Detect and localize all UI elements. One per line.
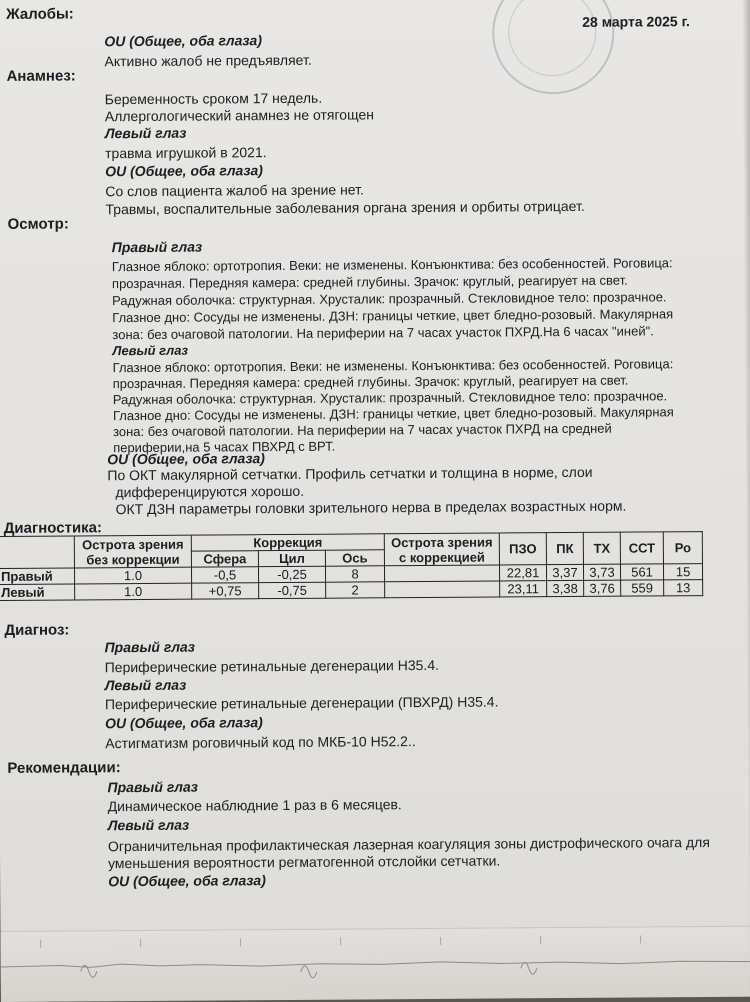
cell-va: 1.0 [74, 567, 191, 584]
exam-left-line: прозрачная. Передняя камера: средней глубины. Зрачок: круглый, реагирует на свет. [113, 373, 629, 393]
cell-pzo: 22,81 [499, 565, 546, 581]
section-title-recommendations: Рекомендации: [7, 759, 120, 777]
recommendations-right-text: Динамическое наблюдние 1 раз в 6 месяцев. [108, 796, 402, 815]
exam-left-line: периферии,на 5 часах ПВХРД с ВРТ. [113, 439, 335, 457]
section-title-diagnosis: Диагноз: [4, 621, 69, 638]
header-cyl: Цил [258, 550, 325, 566]
exam-ou-label: OU (Общее, оба глаза) [107, 450, 265, 468]
exam-right-line: прозрачная. Передняя камера: средней глубины. Зрачок: круглый, реагирует на свет. [112, 273, 628, 293]
cell-th: 3,76 [584, 580, 621, 596]
recommendations-left-line-2: уменьшения вероятности регматогенной отслойки сетчатки. [108, 852, 500, 872]
exam-ou-line: По ОКТ макулярной сетчатки. Профиль сетчатки и толщина в норме, слои [107, 464, 592, 484]
diagnosis-right-text: Периферические ретинальные дегенерации Н35.4. [105, 657, 439, 676]
recommendations-left-label: Левый глаз [108, 817, 189, 835]
section-title-diagnostics: Диагностика: [4, 519, 102, 537]
diagnosis-ou-label: OU (Общее, оба глаза) [105, 714, 263, 732]
exam-ou-line: дифференцируются хорошо. [115, 483, 304, 501]
cell-pk: 3,37 [546, 564, 583, 580]
exam-right-line: Радужная оболочка: структурная. Хрусталик: прозрачный. Стекловидное тело: прозрачное. [112, 289, 666, 309]
diagnosis-left-label: Левый глаз [105, 677, 186, 695]
complaints-ou-label: OU (Общее, оба глаза) [104, 32, 262, 50]
exam-right-line: зона: без очаговой патологии. На периферии на 7 часах участок ПХРД.На 6 часах "иней". [112, 323, 654, 343]
cell-cyl: -0,25 [258, 566, 325, 582]
exam-right-line: Глазное яблоко: ортотропия. Веки: не изменены. Конъюнктива: без особенностей. Роговица: [112, 255, 673, 275]
header-va-corr-1: Острота зрения [388, 534, 496, 550]
anamnesis-ou-line-1: Со слов пациента жалоб на зрение нет. [105, 181, 364, 200]
cell-sst: 559 [621, 580, 664, 596]
section-title-anamnesis: Анамнез: [7, 67, 76, 84]
cell-po: 13 [664, 580, 703, 596]
diagnostics-table [0, 531, 703, 601]
recommendations-right-label: Правый глаз [107, 779, 197, 797]
diagnosis-right-label: Правый глаз [104, 639, 194, 657]
cell-sphere: +0,75 [192, 583, 259, 599]
document-date: 28 марта 2025 г. [582, 13, 690, 31]
row-eye: Левый [0, 584, 75, 601]
section-title-exam: Осмотр: [8, 215, 69, 232]
page-bottom-strip [1, 926, 750, 1002]
anamnesis-line-1: Беременность сроком 17 недель. [105, 90, 323, 109]
header-va-no-corr-2: без коррекции [78, 551, 188, 567]
header-pzo: ПЗО [499, 533, 546, 565]
header-sst: ССТ [620, 532, 663, 564]
anamnesis-line-2: Аллергологический анамнез не отягощен [105, 106, 374, 125]
cell-th: 3,73 [583, 564, 620, 580]
diagnosis-ou-text: Астигматизм роговичный код по МКБ-10 Н52.2.. [105, 733, 416, 752]
exam-right-line: Глазное дно: Сосуды не изменены. ДЗН: границы четкие, цвет бледно-розовый. Макулярная [112, 306, 673, 326]
row-eye: Правый [0, 568, 75, 585]
exam-left-line: Глазное дно: Сосуды не изменены. ДЗН: границы четкие, цвет бледно-розовый. Макулярная [113, 404, 674, 424]
section-title-complaints: Жалобы: [6, 5, 74, 22]
exam-right-label: Правый глаз [112, 239, 202, 257]
recommendations-left-line-1: Ограничительная профилактическая лазерная коагуляция зоны дистрофического очага для [108, 834, 710, 855]
header-correction: Коррекция [191, 534, 384, 551]
diagnosis-left-text: Периферические ретинальные дегенерации (ПВХРД) Н35.4. [105, 693, 499, 713]
cell-po: 15 [663, 564, 702, 580]
anamnesis-left-label: Левый глаз [105, 125, 186, 143]
cell-sphere: -0,5 [191, 567, 258, 583]
exam-left-label: Левый глаз [112, 343, 188, 360]
exam-left-line: Радужная оболочка: структурная. Хрусталик: прозрачный. Стекловидное тело: прозрачное. [113, 388, 667, 408]
complaints-text: Активно жалоб не предъявляет. [104, 52, 311, 70]
header-sphere: Сфера [191, 551, 258, 567]
cell-cyl: -0,75 [259, 582, 326, 598]
cell-pk: 3,38 [547, 580, 584, 596]
cell-sst: 561 [620, 564, 663, 580]
cell-va: 1.0 [75, 583, 192, 600]
cell-va-corr [385, 581, 500, 598]
exam-ou-line: ОКТ ДЗН параметры головки зрительного нерва в пределах возрастных норм. [116, 498, 627, 519]
cell-axis: 2 [326, 582, 385, 598]
anamnesis-ou-line-2: Травмы, воспалительные заболевания органа зрения и орбиты отрицает. [105, 198, 584, 218]
anamnesis-left-text: травма игрушкой в 2021. [105, 144, 267, 162]
header-axis: Ось [325, 550, 384, 566]
anamnesis-ou-label: OU (Общее, оба глаза) [105, 162, 263, 180]
header-va-corr-2: с коррекцией [388, 549, 496, 565]
exam-left-line: Глазное яблоко: ортотропия. Веки: не изменены. Конъюнктива: без особенностей. Роговица: [113, 356, 674, 376]
header-va-no-corr-1: Острота зрения [78, 536, 188, 552]
header-po: Ро [663, 532, 702, 564]
cell-axis: 8 [325, 566, 384, 582]
recommendations-ou-label: OU (Общее, оба глаза) [108, 872, 266, 890]
cell-pzo: 23,11 [500, 581, 547, 597]
header-th: ТХ [583, 532, 620, 564]
exam-left-line: зона: без очаговой патологии. На периферии на 7 часах участок ПХРД на средней [113, 421, 612, 440]
page-shadow [742, 0, 750, 991]
header-pk: ПК [546, 532, 583, 564]
cell-va-corr [384, 565, 499, 582]
